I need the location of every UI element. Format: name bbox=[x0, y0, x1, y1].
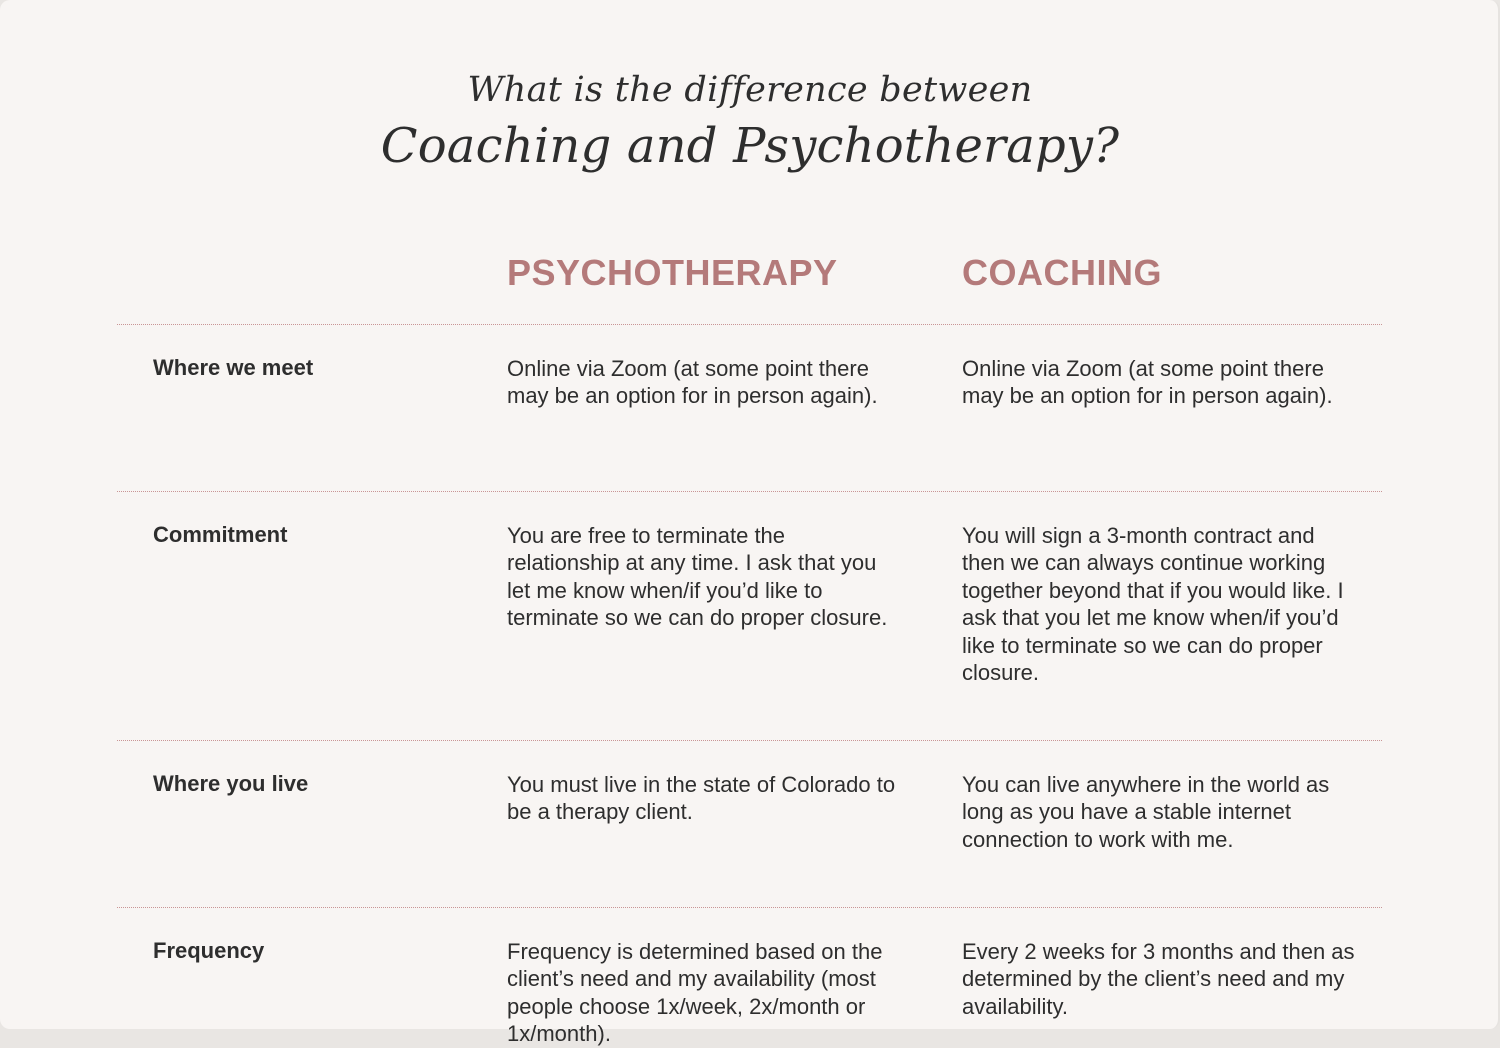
cell-psychotherapy-commitment: You are free to terminate the relationship at any time. I ask that you let me know when/if you’d like to terminate so we can do proper closure. bbox=[507, 523, 888, 631]
cell-psychotherapy-where-we-meet: Online via Zoom (at some point there may be an option for in person again). bbox=[507, 356, 878, 409]
cell-coaching-commitment: You will sign a 3-month contract and then we can always continue working together beyond that if you would like. I ask that you let me know when/if you’d like to terminate so we can do proper closure. bbox=[962, 523, 1344, 686]
cell-coaching-where-we-meet: Online via Zoom (at some point there may be an option for in person again). bbox=[962, 356, 1333, 409]
row-divider bbox=[117, 907, 1382, 908]
row-label-frequency: Frequency bbox=[153, 938, 265, 963]
cell-psychotherapy-frequency: Frequency is determined based on the client’s need and my availability (most people choose 1x/week, 2x/month or 1x/month). bbox=[507, 939, 883, 1047]
heading-subtitle: What is the difference between bbox=[467, 70, 1033, 110]
column-header-coaching: COACHING bbox=[962, 252, 1162, 293]
row-divider bbox=[117, 324, 1382, 325]
page-title: Coaching and Psychotherapy? bbox=[380, 118, 1120, 174]
cell-coaching-frequency: Every 2 weeks for 3 months and then as determined by the client’s need and my availability. bbox=[962, 939, 1355, 1019]
row-label-where-you-live: Where you live bbox=[153, 771, 309, 796]
row-divider bbox=[117, 740, 1382, 741]
cell-coaching-where-you-live: You can live anywhere in the world as long as you have a stable internet connection to work with me. bbox=[962, 772, 1330, 852]
row-divider bbox=[117, 491, 1382, 492]
cell-psychotherapy-where-you-live: You must live in the state of Colorado to be a therapy client. bbox=[507, 772, 896, 825]
column-header-psychotherapy: PSYCHOTHERAPY bbox=[507, 252, 838, 293]
row-label-commitment: Commitment bbox=[153, 522, 288, 547]
row-label-where-we-meet: Where we meet bbox=[153, 355, 314, 380]
